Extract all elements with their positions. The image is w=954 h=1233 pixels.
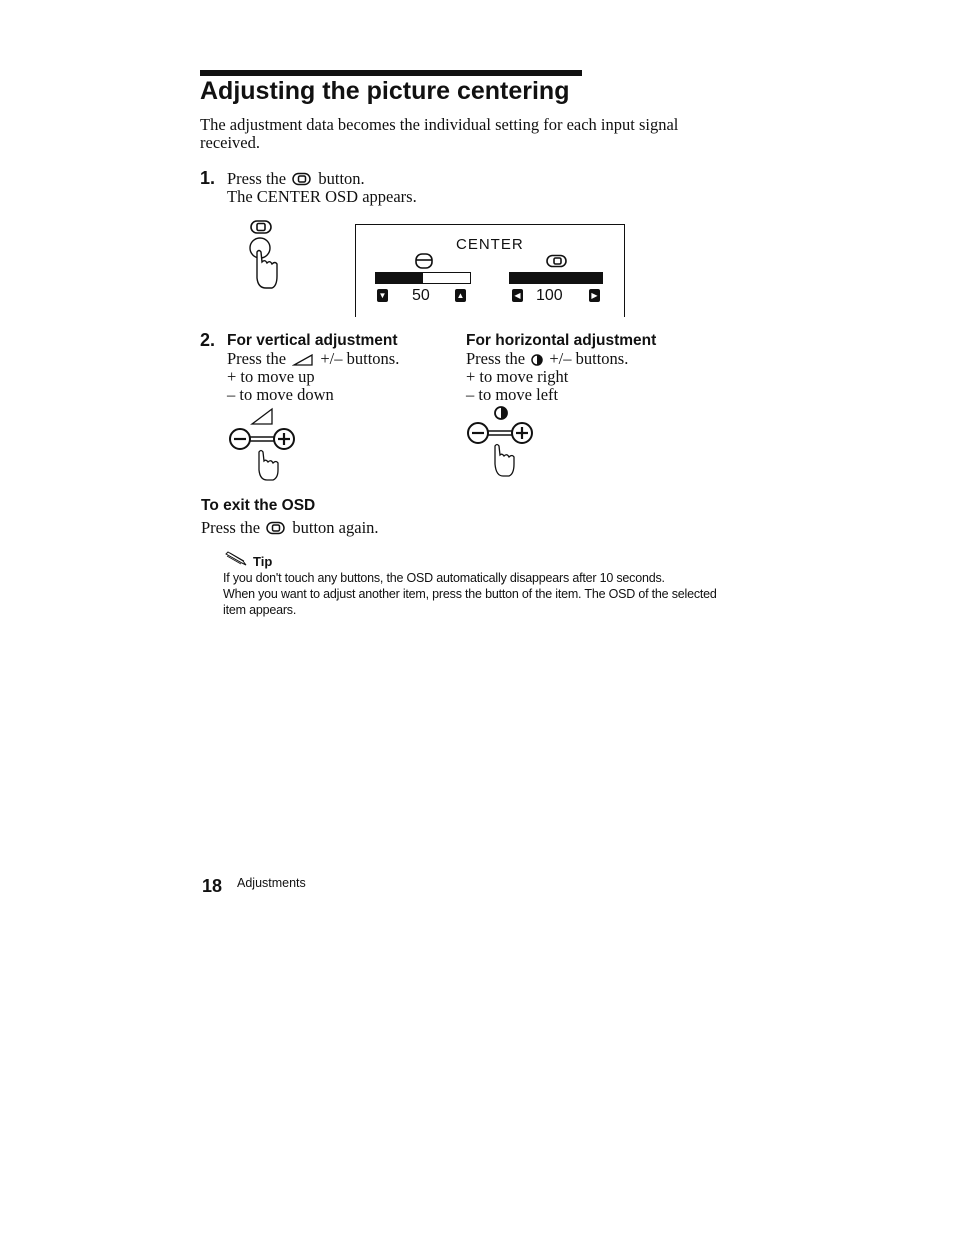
tip-label: Tip: [253, 554, 273, 569]
vertical-adjustment-text: [227, 350, 399, 404]
horizontal-position-fill: [510, 273, 602, 283]
step-1-press-prefix: Press the: [227, 169, 287, 188]
tip-line-2: When you want to adjust another item, press the button of the item. The OSD of the selected: [223, 587, 717, 601]
plus-button-icon: [274, 429, 294, 449]
half-circle-icon: [531, 354, 543, 366]
pointing-hand-icon: [259, 451, 278, 481]
intro-paragraph: [200, 116, 678, 152]
horizontal-press-prefix: Press the: [466, 349, 526, 368]
exit-press-suffix: button again.: [292, 518, 379, 537]
page-title: Adjusting the picture centering: [200, 77, 570, 105]
step-1-press-suffix: button.: [318, 169, 365, 188]
half-circle-icon: [495, 407, 507, 419]
vertical-size-icon: [252, 409, 272, 424]
vertical-center-icon: [413, 252, 435, 270]
minus-button-icon: [468, 423, 488, 443]
tip-text: [223, 570, 717, 618]
exit-osd-text: [201, 519, 379, 537]
center-osd-window: [355, 224, 625, 317]
down-arrow-icon: ▼: [378, 291, 387, 300]
vertical-value: 50: [412, 287, 430, 304]
right-arrow-icon: ▶: [589, 289, 600, 302]
horizontal-adjustment-heading: For horizontal adjustment: [466, 332, 657, 349]
horizontal-adjust-illustration: [464, 404, 538, 480]
step-1-number: 1.: [200, 168, 216, 188]
pointing-hand-icon: [250, 238, 277, 288]
horizontal-value: 100: [536, 287, 563, 304]
intro-line-1: The adjustment data becomes the individual setting for each input signal: [200, 115, 679, 134]
horizontal-center-icon: [545, 254, 569, 268]
pencil-tip-icon: [224, 551, 250, 567]
vertical-plus-text: + to move up: [227, 367, 315, 386]
pointing-hand-icon: [495, 445, 514, 477]
osd-title: CENTER: [456, 236, 524, 253]
plus-button-icon: [512, 423, 532, 443]
tip-line-3: item appears.: [223, 603, 297, 617]
vertical-size-icon: [292, 354, 314, 366]
press-center-button-illustration: [246, 218, 282, 292]
exit-press-prefix: Press the: [201, 518, 261, 537]
center-button-icon: [292, 172, 312, 186]
vertical-press-suffix: +/– buttons.: [320, 349, 400, 368]
horizontal-plus-text: + to move right: [466, 367, 569, 386]
center-button-icon: [266, 521, 286, 535]
vertical-minus-text: – to move down: [227, 385, 334, 404]
vertical-position-bar: [375, 272, 471, 284]
step-2-number: 2.: [200, 330, 216, 350]
section-label: Adjustments: [237, 876, 306, 890]
horizontal-adjustment-text: [466, 350, 628, 404]
horizontal-minus-text: – to move left: [466, 385, 559, 404]
exit-osd-heading: To exit the OSD: [201, 497, 316, 514]
vertical-press-prefix: Press the: [227, 349, 287, 368]
step-1-result: The CENTER OSD appears.: [227, 187, 417, 206]
intro-line-2: received.: [200, 133, 260, 152]
tip-line-1: If you don't touch any buttons, the OSD automatically disappears after 10 seconds.: [223, 571, 665, 585]
vertical-adjustment-heading: For vertical adjustment: [227, 332, 398, 349]
vertical-position-fill: [376, 273, 423, 283]
horizontal-position-bar: [509, 272, 603, 284]
left-arrow-icon: ◀: [512, 289, 523, 302]
horizontal-press-suffix: +/– buttons.: [549, 349, 629, 368]
page-number: 18: [202, 876, 223, 896]
center-button-icon: [251, 221, 271, 233]
up-arrow-icon: ▲: [456, 291, 465, 300]
title-rule: [200, 70, 582, 76]
step-1-text: [227, 170, 417, 206]
minus-button-icon: [230, 429, 250, 449]
vertical-adjust-illustration: [226, 406, 300, 482]
